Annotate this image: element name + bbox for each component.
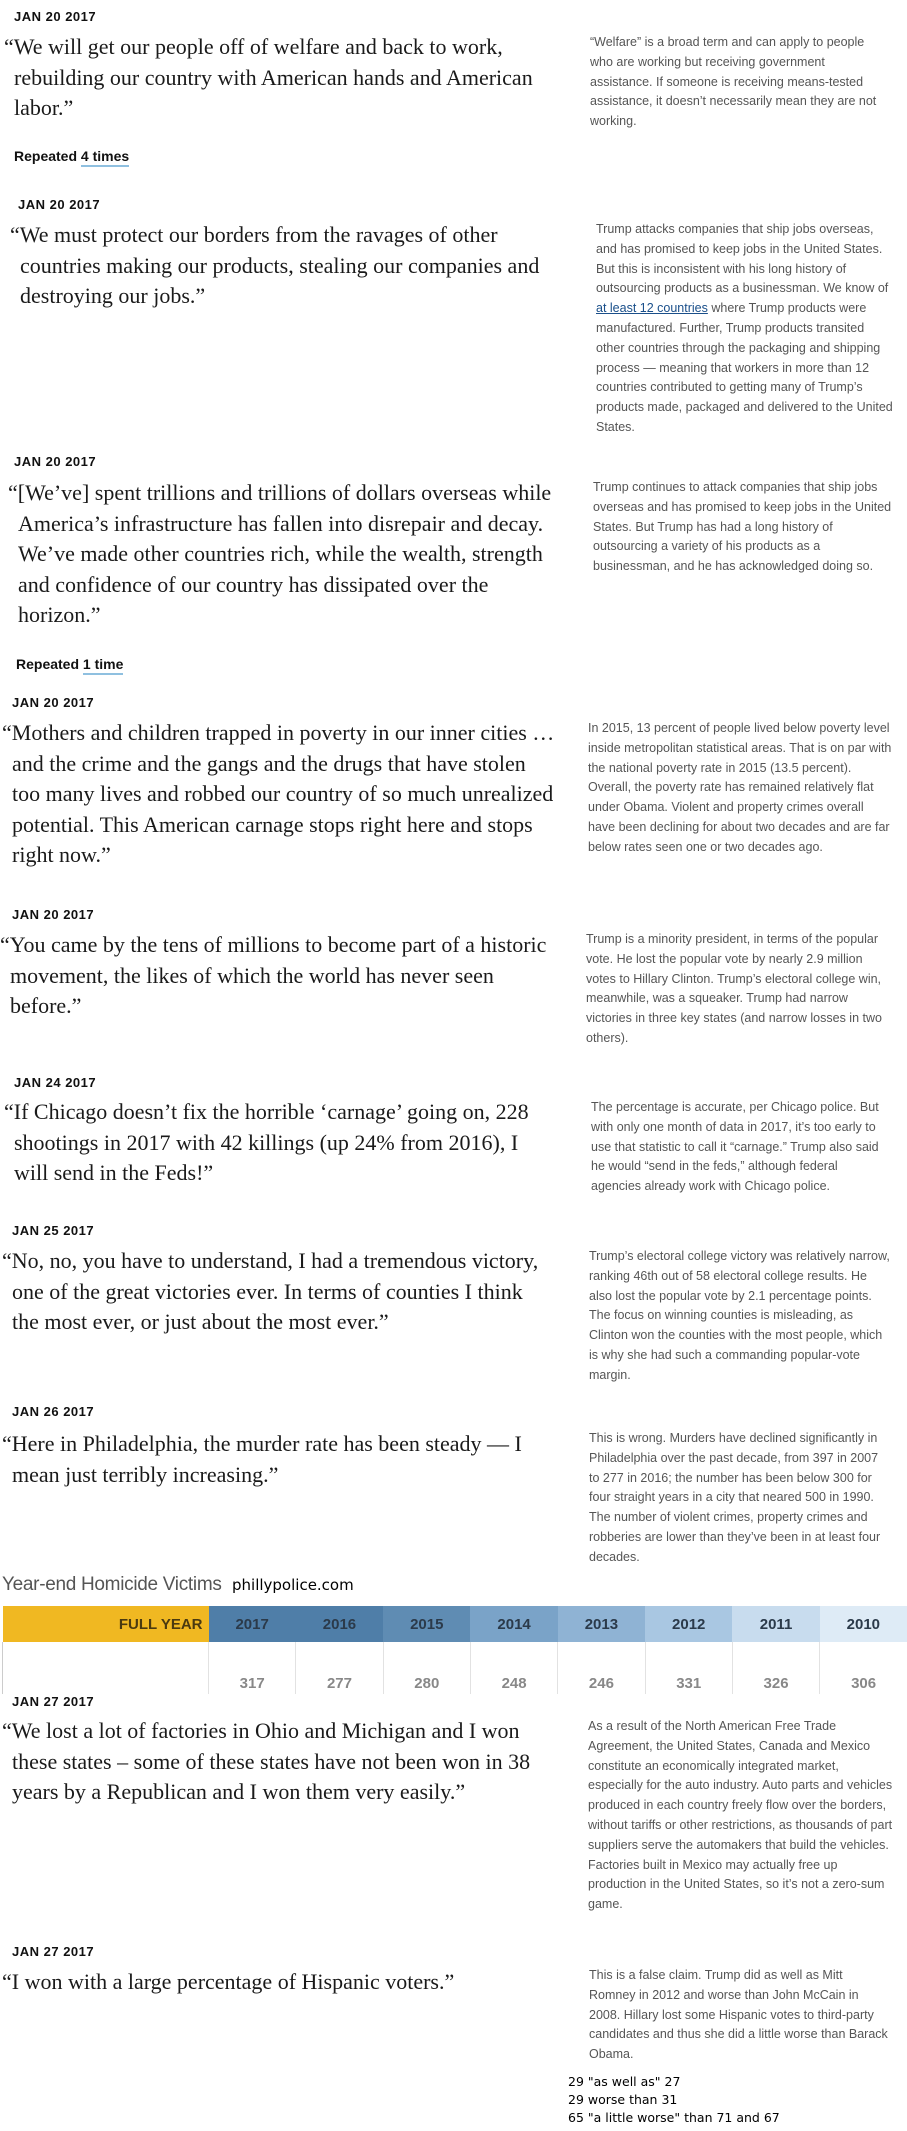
entry-quote: “No, no, you have to understand, I had a tremendous victory, one of the great victories ever. In terms of counties I think the most ever, or just about the most ever.” xyxy=(2,1248,539,1334)
homicide-value: 317 xyxy=(209,1642,296,1694)
empty-cell xyxy=(3,1642,209,1694)
entry-quote: “You came by the tens of millions to become part of a historic movement, the likes of which the world has never seen before.” xyxy=(0,932,547,1018)
entry-date: JAN 24 2017 xyxy=(14,1075,97,1090)
year-header: 2016 xyxy=(296,1606,383,1642)
repeated-label[interactable] xyxy=(14,148,129,164)
entry-note-text: Trump attacks companies that ship jobs overseas, and has promised to keep jobs in the United States. But this is inconsistent with his long history of outsourcing products as a businessman. We know of xyxy=(596,222,889,296)
entry-note: This is wrong. Murders have declined significantly in Philadelphia over the past decade, from 397 in 2007 to 277 in 2016; the number has been below 300 for four straight years in a city that neared 500 in 1990. The number of violent crimes, property crimes and robberies are lower than they’ve been in at least four decades. xyxy=(589,1431,881,1564)
homicide-value: 277 xyxy=(296,1642,383,1694)
homicide-value: 331 xyxy=(645,1642,732,1694)
full-year-label: FULL YEAR xyxy=(3,1606,209,1642)
entry-quote: “We lost a lot of factories in Ohio and Michigan and I won these states – some of these states have not been won in 38 years by a Republican and I won them very easily.” xyxy=(2,1718,531,1804)
entry-date: JAN 20 2017 xyxy=(14,9,97,24)
entry-note: In 2015, 13 percent of people lived below poverty level inside metropolitan statistical areas. That is on par with the national poverty rate in 2015 (13.5 percent). Overall, the poverty rate has remained relatively flat under Obama. Violent and property crimes overall have been declining for about two decades and are far below rates seen one or two decades ago. xyxy=(588,721,892,854)
entry-note: As a result of the North American Free Trade Agreement, the United States, Canada and Mexico constitute an economically integrated market, especially for the auto industry. Auto parts and vehicles produced in each country freely flow over the borders, without tariffs or other restrictions, as thousands of part suppliers serve the automakers that build the vehicles. Factories built in Mexico may actually free up production in the United States, so it’s not a zero-sum game. xyxy=(588,1719,893,1912)
entry-note: Trump continues to attack companies that ship jobs overseas and has promised to keep jobs in the United States. But Trump has had a long history of outsourcing a variety of his products as a businessman, and he has acknowledged doing so. xyxy=(593,480,892,574)
homicide-table-title: Year-end Homicide Victims xyxy=(2,1574,222,1595)
annotation-line: 29 worse than 31 xyxy=(568,2092,678,2107)
entry-note xyxy=(596,220,894,438)
entry-quote: “I won with a large percentage of Hispanic voters.” xyxy=(2,1969,455,1994)
year-header: 2012 xyxy=(645,1606,732,1642)
year-header: 2013 xyxy=(558,1606,645,1642)
entry-note: Trump’s electoral college victory was relatively narrow, ranking 46th out of 58 electoral college results. He also lost the popular vote by 2.1 percentage points. The focus on winning counties is misleading, as Clinton won the counties with the most people, which is why she had such a commanding popular-vote margin. xyxy=(589,1249,890,1382)
entry-quote: “If Chicago doesn’t fix the horrible ‘carnage’ going on, 228 shootings in 2017 with 42 killings (up 24% from 2016), I will send in the Feds!” xyxy=(4,1099,529,1185)
homicide-values-row xyxy=(3,1642,907,1694)
repeated-count: 4 times xyxy=(81,148,129,167)
homicide-table xyxy=(2,1606,907,1694)
entry-quote: “Mothers and children trapped in poverty in our inner cities … and the crime and the gangs and the drugs that have stolen too many lives and robbed our country of so much unrealized potential. This American carnage stops right here and stops right now.” xyxy=(2,720,555,867)
homicide-value: 248 xyxy=(470,1642,557,1694)
entry-date: JAN 27 2017 xyxy=(12,1694,95,1709)
homicide-value: 280 xyxy=(383,1642,470,1694)
homicide-value: 326 xyxy=(732,1642,819,1694)
year-header: 2015 xyxy=(383,1606,470,1642)
homicide-value: 306 xyxy=(820,1642,907,1694)
entry-note: Trump is a minority president, in terms of the popular vote. He lost the popular vote by nearly 2.9 million votes to Hillary Clinton. Trump’s electoral college win, meanwhile, was a squeaker. Trump had narrow victories in three key states (and narrow losses in two others). xyxy=(586,932,882,1045)
entry-date: JAN 26 2017 xyxy=(12,1404,95,1419)
year-header: 2017 xyxy=(209,1606,296,1642)
entry-date: JAN 20 2017 xyxy=(18,197,101,212)
year-header: 2011 xyxy=(732,1606,819,1642)
entry-quote: “We will get our people off of welfare and back to work, rebuilding our country with American hands and American labor.” xyxy=(4,34,533,120)
repeated-prefix: Repeated xyxy=(14,148,81,164)
entry-quote: “Here in Philadelphia, the murder rate has been steady — I mean just terribly increasing.” xyxy=(2,1431,522,1487)
year-header: 2010 xyxy=(820,1606,907,1642)
entry-date: JAN 27 2017 xyxy=(12,1944,95,1959)
homicide-value: 246 xyxy=(558,1642,645,1694)
entry-date: JAN 25 2017 xyxy=(12,1223,95,1238)
entry-note: “Welfare” is a broad term and can apply to people who are working but receiving government assistance. If someone is receiving means-tested assistance, it doesn’t necessarily mean they are not working. xyxy=(590,35,877,129)
entry-date: JAN 20 2017 xyxy=(12,907,95,922)
repeated-prefix: Repeated xyxy=(16,656,83,672)
countries-link[interactable]: at least 12 countries xyxy=(596,301,708,316)
repeated-count: 1 time xyxy=(83,656,123,675)
entry-quote: “We must protect our borders from the ravages of other countries making our products, stealing our companies and destroying our jobs.” xyxy=(10,222,540,308)
homicide-source: phillypolice.com xyxy=(232,1576,354,1594)
entry-quote: “[We’ve] spent trillions and trillions of dollars overseas while America’s infrastructure has fallen into disrepair and decay. We’ve made other countries rich, while the wealth, strength and confidence of our country has dissipated over the horizon.” xyxy=(8,480,552,627)
entry-date: JAN 20 2017 xyxy=(12,695,95,710)
homicide-header-row xyxy=(3,1606,907,1642)
entry-note-text: where Trump products were manufactured. Further, Trump products transited other countries through the packaging and shipping process — meaning that workers in more than 12 countries contributed to getting many of Trump’s products made, packaged and delivered to the United States. xyxy=(596,301,893,434)
annotation-line: 65 "a little worse" than 71 and 67 xyxy=(568,2110,780,2125)
annotation-line: 29 "as well as" 27 xyxy=(568,2074,681,2089)
entry-note: The percentage is accurate, per Chicago police. But with only one month of data in 2017, it’s too early to use that statistic to call it “carnage.” Trump also said he would “send in the feds,” although federal agencies already work with Chicago police. xyxy=(591,1100,879,1194)
entry-date: JAN 20 2017 xyxy=(14,454,97,469)
repeated-label[interactable] xyxy=(16,656,123,672)
year-header: 2014 xyxy=(470,1606,557,1642)
entry-note: This is a false claim. Trump did as well as Mitt Romney in 2012 and worse than John McCain in 2008. Hillary lost some Hispanic votes to third-party candidates and thus she did a little worse than Barack Obama. xyxy=(589,1968,888,2062)
